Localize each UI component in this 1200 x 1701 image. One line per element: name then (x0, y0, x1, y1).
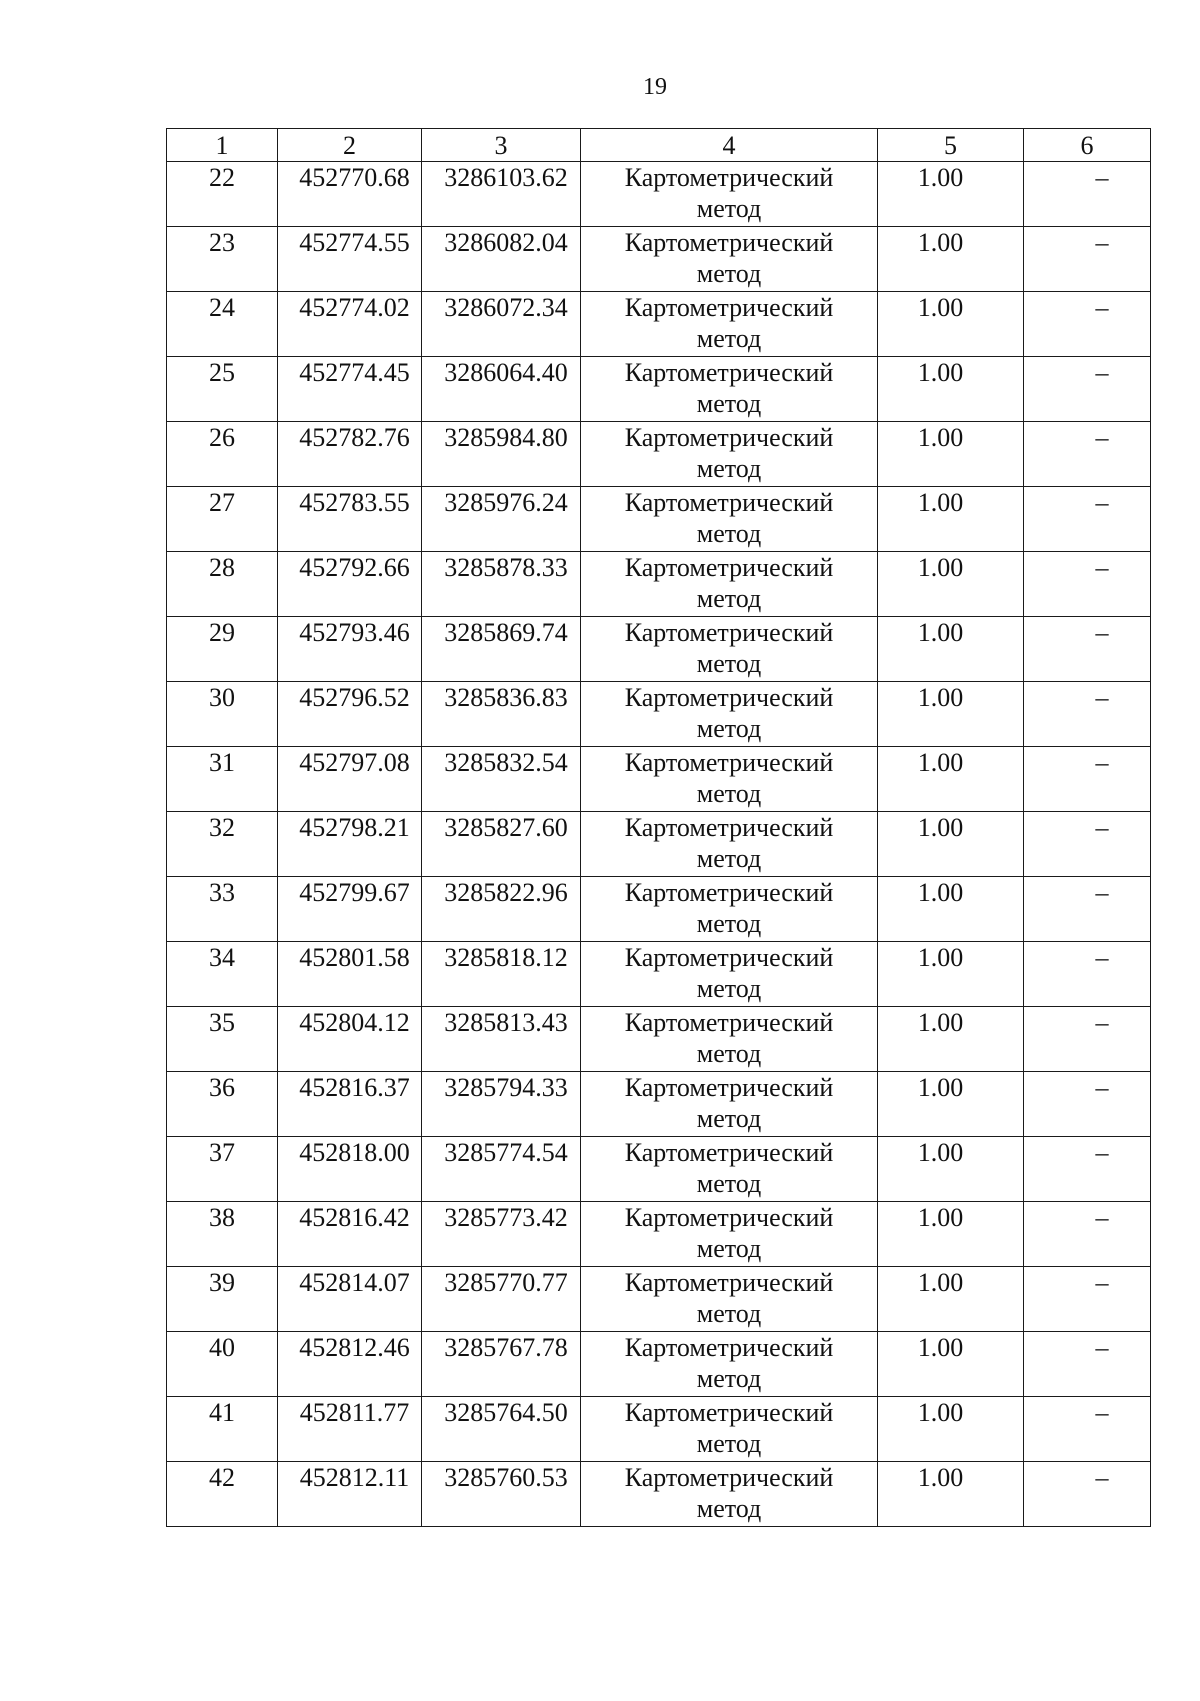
point-number-cell: 28 (167, 552, 278, 617)
precision-cell: 1.00 (878, 162, 1024, 227)
method-line-1: Картометрический (624, 748, 834, 777)
note-cell: – (1024, 1007, 1151, 1072)
method-cell (581, 1202, 878, 1267)
column-header-3: 3 (422, 129, 581, 162)
table-row (167, 1462, 1151, 1527)
method-line-2: метод (696, 714, 762, 743)
table-row (167, 227, 1151, 292)
method-cell (581, 877, 878, 942)
method-line-1: Картометрический (624, 683, 834, 712)
table-row (167, 422, 1151, 487)
method-line-2: метод (696, 584, 762, 613)
y-coordinate-cell: 3285767.78 (422, 1332, 581, 1397)
precision-cell: 1.00 (878, 227, 1024, 292)
table-row (167, 292, 1151, 357)
method-cell (581, 487, 878, 552)
note-cell: – (1024, 162, 1151, 227)
x-coordinate-cell: 452782.76 (278, 422, 422, 487)
x-coordinate-cell: 452774.45 (278, 357, 422, 422)
precision-cell: 1.00 (878, 1137, 1024, 1202)
x-coordinate-cell: 452799.67 (278, 877, 422, 942)
point-number-cell: 36 (167, 1072, 278, 1137)
note-cell: – (1024, 1397, 1151, 1462)
method-cell (581, 682, 878, 747)
precision-cell: 1.00 (878, 1397, 1024, 1462)
method-cell (581, 1332, 878, 1397)
table-row (167, 552, 1151, 617)
note-cell: – (1024, 1137, 1151, 1202)
note-cell: – (1024, 227, 1151, 292)
point-number-cell: 34 (167, 942, 278, 1007)
note-cell: – (1024, 1267, 1151, 1332)
note-cell: – (1024, 942, 1151, 1007)
method-cell (581, 942, 878, 1007)
method-cell (581, 747, 878, 812)
method-line-2: метод (696, 1299, 762, 1328)
method-line-2: метод (696, 194, 762, 223)
y-coordinate-cell: 3285770.77 (422, 1267, 581, 1332)
point-number-cell: 42 (167, 1462, 278, 1527)
y-coordinate-cell: 3285774.54 (422, 1137, 581, 1202)
precision-cell: 1.00 (878, 487, 1024, 552)
table-row (167, 812, 1151, 877)
x-coordinate-cell: 452812.11 (278, 1462, 422, 1527)
note-cell: – (1024, 747, 1151, 812)
precision-cell: 1.00 (878, 877, 1024, 942)
precision-cell: 1.00 (878, 942, 1024, 1007)
method-line-1: Картометрический (624, 943, 834, 972)
method-line-1: Картометрический (624, 878, 834, 907)
y-coordinate-cell: 3285773.42 (422, 1202, 581, 1267)
table-row (167, 1332, 1151, 1397)
point-number-cell: 33 (167, 877, 278, 942)
note-cell: – (1024, 292, 1151, 357)
method-line-2: метод (696, 324, 762, 353)
y-coordinate-cell: 3285813.43 (422, 1007, 581, 1072)
note-cell: – (1024, 357, 1151, 422)
y-coordinate-cell: 3285836.83 (422, 682, 581, 747)
method-cell (581, 227, 878, 292)
x-coordinate-cell: 452770.68 (278, 162, 422, 227)
point-number-cell: 29 (167, 617, 278, 682)
point-number-cell: 39 (167, 1267, 278, 1332)
method-cell (581, 1072, 878, 1137)
note-cell: – (1024, 422, 1151, 487)
table-row (167, 747, 1151, 812)
method-line-1: Картометрический (624, 1463, 834, 1492)
y-coordinate-cell: 3285869.74 (422, 617, 581, 682)
page-number-text: 19 (643, 74, 667, 100)
point-number-cell: 22 (167, 162, 278, 227)
note-cell: – (1024, 552, 1151, 617)
method-line-2: метод (696, 1169, 762, 1198)
y-coordinate-cell: 3285878.33 (422, 552, 581, 617)
x-coordinate-cell: 452774.02 (278, 292, 422, 357)
method-line-2: метод (696, 1234, 762, 1263)
method-cell (581, 1462, 878, 1527)
method-cell (581, 1007, 878, 1072)
method-cell (581, 162, 878, 227)
table-row (167, 1137, 1151, 1202)
precision-cell: 1.00 (878, 1202, 1024, 1267)
method-line-2: метод (696, 779, 762, 808)
column-header-6: 6 (1024, 129, 1151, 162)
x-coordinate-cell: 452796.52 (278, 682, 422, 747)
method-line-1: Картометрический (624, 1138, 834, 1167)
table-header (167, 129, 1151, 162)
y-coordinate-cell: 3285832.54 (422, 747, 581, 812)
x-coordinate-cell: 452804.12 (278, 1007, 422, 1072)
precision-cell: 1.00 (878, 1072, 1024, 1137)
y-coordinate-cell: 3285822.96 (422, 877, 581, 942)
y-coordinate-cell: 3285984.80 (422, 422, 581, 487)
method-line-1: Картометрический (624, 1333, 834, 1362)
method-cell (581, 422, 878, 487)
table-row (167, 1007, 1151, 1072)
point-number-cell: 25 (167, 357, 278, 422)
x-coordinate-cell: 452816.42 (278, 1202, 422, 1267)
y-coordinate-cell: 3285764.50 (422, 1397, 581, 1462)
precision-cell: 1.00 (878, 812, 1024, 877)
note-cell: – (1024, 1202, 1151, 1267)
method-cell (581, 1137, 878, 1202)
x-coordinate-cell: 452793.46 (278, 617, 422, 682)
note-cell: – (1024, 812, 1151, 877)
precision-cell: 1.00 (878, 747, 1024, 812)
y-coordinate-cell: 3285818.12 (422, 942, 581, 1007)
x-coordinate-cell: 452812.46 (278, 1332, 422, 1397)
point-number-cell: 38 (167, 1202, 278, 1267)
method-line-2: метод (696, 519, 762, 548)
method-line-1: Картометрический (624, 813, 834, 842)
method-line-2: метод (696, 1039, 762, 1068)
table-row (167, 487, 1151, 552)
y-coordinate-cell: 3286082.04 (422, 227, 581, 292)
method-cell (581, 812, 878, 877)
method-line-1: Картометрический (624, 1398, 834, 1427)
column-header-4: 4 (581, 129, 878, 162)
precision-cell: 1.00 (878, 1007, 1024, 1072)
method-line-2: метод (696, 1494, 762, 1523)
x-coordinate-cell: 452811.77 (278, 1397, 422, 1462)
note-cell: – (1024, 1072, 1151, 1137)
note-cell: – (1024, 1332, 1151, 1397)
note-cell: – (1024, 682, 1151, 747)
precision-cell: 1.00 (878, 357, 1024, 422)
note-cell: – (1024, 617, 1151, 682)
precision-cell: 1.00 (878, 422, 1024, 487)
point-number-cell: 26 (167, 422, 278, 487)
x-coordinate-cell: 452797.08 (278, 747, 422, 812)
method-cell (581, 1397, 878, 1462)
point-number-cell: 27 (167, 487, 278, 552)
method-line-2: метод (696, 909, 762, 938)
table-row (167, 1072, 1151, 1137)
column-header-1: 1 (167, 129, 278, 162)
note-cell: – (1024, 877, 1151, 942)
x-coordinate-cell: 452818.00 (278, 1137, 422, 1202)
page-number (55, 74, 1200, 101)
x-coordinate-cell: 452783.55 (278, 487, 422, 552)
x-coordinate-cell: 452774.55 (278, 227, 422, 292)
header-row (167, 129, 1151, 162)
method-line-2: метод (696, 389, 762, 418)
table-row (167, 617, 1151, 682)
table-row (167, 357, 1151, 422)
method-line-1: Картометрический (624, 1268, 834, 1297)
table-row (167, 682, 1151, 747)
table-row (167, 1267, 1151, 1332)
method-line-1: Картометрический (624, 293, 834, 322)
method-line-2: метод (696, 844, 762, 873)
y-coordinate-cell: 3286064.40 (422, 357, 581, 422)
note-cell: – (1024, 1462, 1151, 1527)
method-line-1: Картометрический (624, 1073, 834, 1102)
y-coordinate-cell: 3285760.53 (422, 1462, 581, 1527)
x-coordinate-cell: 452801.58 (278, 942, 422, 1007)
y-coordinate-cell: 3285976.24 (422, 487, 581, 552)
method-line-2: метод (696, 974, 762, 1003)
method-cell (581, 617, 878, 682)
point-number-cell: 41 (167, 1397, 278, 1462)
method-line-1: Картометрический (624, 423, 834, 452)
point-number-cell: 23 (167, 227, 278, 292)
precision-cell: 1.00 (878, 682, 1024, 747)
method-line-1: Картометрический (624, 228, 834, 257)
method-line-2: метод (696, 1364, 762, 1393)
method-line-2: метод (696, 649, 762, 678)
coordinates-table (166, 128, 1151, 1527)
method-line-1: Картометрический (624, 553, 834, 582)
method-cell (581, 552, 878, 617)
precision-cell: 1.00 (878, 617, 1024, 682)
x-coordinate-cell: 452816.37 (278, 1072, 422, 1137)
column-header-5: 5 (878, 129, 1024, 162)
point-number-cell: 35 (167, 1007, 278, 1072)
point-number-cell: 31 (167, 747, 278, 812)
precision-cell: 1.00 (878, 552, 1024, 617)
method-cell (581, 292, 878, 357)
method-line-1: Картометрический (624, 618, 834, 647)
x-coordinate-cell: 452792.66 (278, 552, 422, 617)
precision-cell: 1.00 (878, 1332, 1024, 1397)
method-line-1: Картометрический (624, 1203, 834, 1232)
y-coordinate-cell: 3286103.62 (422, 162, 581, 227)
y-coordinate-cell: 3285794.33 (422, 1072, 581, 1137)
y-coordinate-cell: 3286072.34 (422, 292, 581, 357)
x-coordinate-cell: 452814.07 (278, 1267, 422, 1332)
table-row (167, 162, 1151, 227)
point-number-cell: 30 (167, 682, 278, 747)
table-row (167, 1397, 1151, 1462)
point-number-cell: 24 (167, 292, 278, 357)
point-number-cell: 40 (167, 1332, 278, 1397)
table-row (167, 942, 1151, 1007)
method-line-2: метод (696, 259, 762, 288)
method-cell (581, 357, 878, 422)
table-row (167, 1202, 1151, 1267)
method-line-1: Картометрический (624, 358, 834, 387)
method-cell (581, 1267, 878, 1332)
y-coordinate-cell: 3285827.60 (422, 812, 581, 877)
method-line-2: метод (696, 1104, 762, 1133)
table-body (167, 162, 1151, 1527)
method-line-1: Картометрический (624, 488, 834, 517)
x-coordinate-cell: 452798.21 (278, 812, 422, 877)
note-cell: – (1024, 487, 1151, 552)
table-row (167, 877, 1151, 942)
point-number-cell: 37 (167, 1137, 278, 1202)
column-header-2: 2 (278, 129, 422, 162)
precision-cell: 1.00 (878, 1267, 1024, 1332)
method-line-2: метод (696, 454, 762, 483)
method-line-2: метод (696, 1429, 762, 1458)
point-number-cell: 32 (167, 812, 278, 877)
precision-cell: 1.00 (878, 1462, 1024, 1527)
method-line-1: Картометрический (624, 163, 834, 192)
precision-cell: 1.00 (878, 292, 1024, 357)
method-line-1: Картометрический (624, 1008, 834, 1037)
